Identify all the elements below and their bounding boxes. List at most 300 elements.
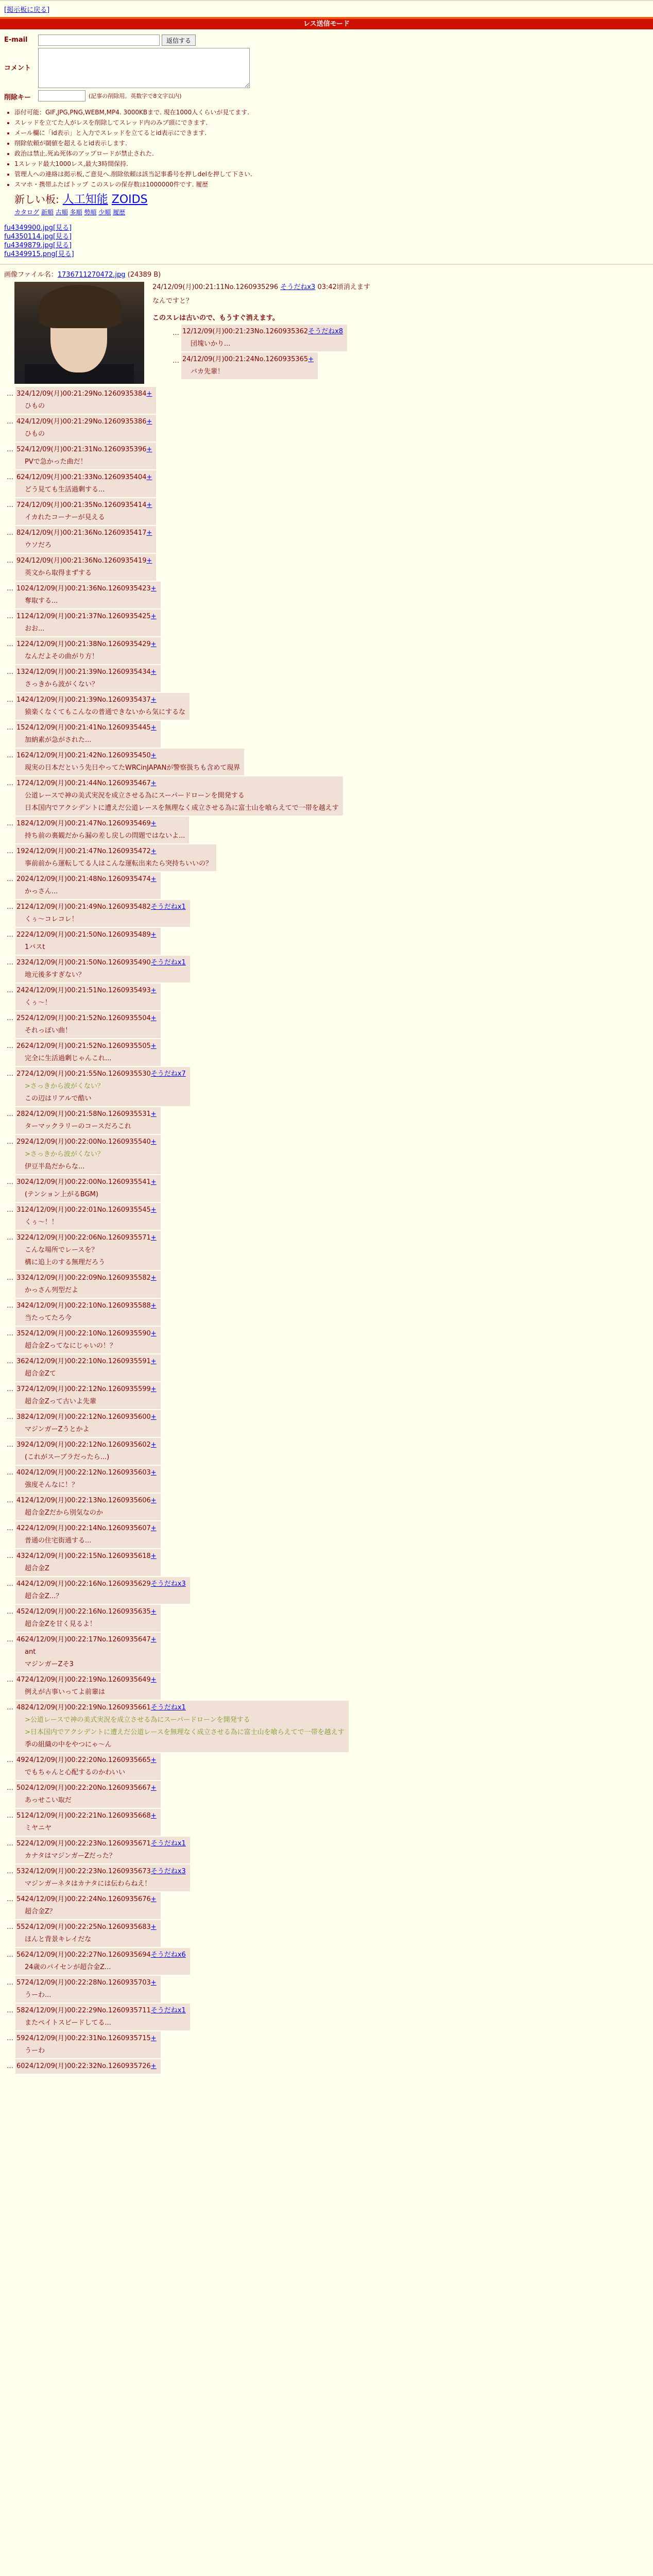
sodane-button[interactable]: + [146,390,152,398]
op-body [152,282,370,384]
reply-dash: … [7,1608,13,1616]
op-expire: 03:42頃消えます [317,283,370,291]
reply-header [16,667,157,677]
email-row [4,35,649,46]
back-to-board-link[interactable]: [掲示板に戻る] [4,6,50,14]
reply-number: 24 [16,987,25,994]
notice-item: • 政治は禁止.死ぬ死体のアップロードが禁止された. [14,149,653,158]
sort-momentum-link[interactable]: 勢順 [84,209,97,216]
comment-row [4,48,649,88]
file-link[interactable]: fu4349900.jpg[見る] [4,224,72,232]
reply-message: どう見ても生活過剰する... [25,486,105,494]
reply-box [181,352,318,379]
reply-dash: … [7,1812,13,1820]
delete-key-field[interactable] [38,90,85,101]
reply-number: 12 [16,640,25,648]
reply-meta: 24/12/09(月)00:22:20No.1260935667 [25,1784,151,1792]
reply-box [15,776,343,816]
reply-meta: 24/12/09(月)00:21:38No.1260935429 [25,640,151,648]
reply-number: 45 [16,1608,25,1616]
reply-meta: 24/12/09(月)00:22:25No.1260935683 [25,1923,151,1931]
reply-meta: 24/12/09(月)00:22:23No.1260935671 [25,1840,151,1848]
reply-number: 11 [16,613,25,620]
reply-post [0,1837,653,1863]
reply-message: ウソだろ [25,541,52,549]
reply-box [15,1011,161,1038]
reply-box [15,1067,190,1106]
reply-meta: 24/12/09(月)00:22:06No.1260935571 [25,1234,151,1242]
reply-box [15,817,189,843]
reply-box [15,1327,161,1353]
sodane-button[interactable]: そうだねx3 [150,1868,186,1875]
sodane-button[interactable]: + [150,640,157,648]
reply-number: 57 [16,1979,25,1987]
reply-number: 19 [16,848,25,855]
reply-number: 4 [16,418,21,426]
reply-meta: 24/12/09(月)00:21:33No.1260935404 [21,473,147,481]
sodane-button[interactable]: + [150,1302,157,1310]
reply-meta: 24/12/09(月)00:21:42No.1260935450 [25,752,151,759]
reply-box [15,1633,161,1672]
reply-box [15,1410,161,1437]
sodane-button[interactable]: + [150,848,157,855]
reply-post [0,1382,653,1409]
reply-post [0,872,653,899]
sodane-button[interactable]: そうだねx1 [150,2007,186,2014]
reply-post [0,526,653,553]
reply-number: 51 [16,1812,25,1820]
reply-message: くぅ〜！！ [25,1218,58,1226]
reply-message: 超合金Z...？ [25,1592,63,1600]
sodane-button[interactable]: そうだねx1 [150,903,186,911]
sodane-button[interactable]: + [150,1206,157,1214]
reply-number: 60 [16,2062,25,2070]
reply-meta: 24/12/09(月)00:22:01No.1260935545 [25,1206,151,1214]
reply-meta: 24/12/09(月)00:21:58No.1260935531 [25,1110,151,1118]
reply-number: 42 [16,1524,25,1532]
reply-dash: … [7,1979,13,1987]
sodane-button[interactable]: + [150,1676,157,1684]
reply-dash: … [7,1441,13,1449]
reply-dash: … [7,1469,13,1477]
reply-box [15,956,190,982]
delkey-note: (記事の削除用。英数字で8文字以内) [89,93,182,99]
reply-number: 9 [16,557,21,565]
reply-meta: 24/12/09(月)00:22:10No.1260935588 [25,1302,151,1310]
sodane-button[interactable]: そうだねx3 [280,283,316,291]
reply-header [16,445,152,455]
sort-old-link[interactable]: 古順 [55,209,68,216]
reply-message: かっさん列型だよ [25,1286,79,1294]
reply-message: 現実の日本だという先日やってたWRCinJAPANが警察扱ちも含めて現界 [25,764,240,772]
reply-number: 52 [16,1840,25,1848]
submit-reply-button[interactable]: 返信する [162,35,196,46]
reply-message: こんな場所でレースを？ [25,1246,98,1254]
reply-box [15,1892,161,1919]
reply-post [0,1231,653,1270]
reply-meta: 24/12/09(月)00:22:00No.1260935541 [25,1178,151,1186]
sodane-button[interactable]: + [150,2035,157,2042]
reply-header [16,902,186,912]
reply-meta: 24/12/09(月)00:21:50No.1260935489 [25,931,151,939]
sodane-button[interactable]: + [150,1608,157,1616]
reply-number: 40 [16,1469,25,1477]
reply-message: でもちゃんと心配するのかわいい [25,1769,126,1776]
reply-number: 5 [16,446,21,453]
reply-message: 超合金Zだから別気なのか [25,1509,103,1517]
reply-post [0,817,653,843]
reply-dash: … [7,820,13,827]
reply-post [0,1521,653,1548]
reply-message: おお... [25,625,45,633]
sodane-button[interactable]: そうだねx3 [150,1580,186,1588]
sodane-button[interactable]: + [150,1441,157,1449]
sodane-button[interactable]: + [150,1042,157,1050]
reply-header [16,1233,157,1243]
sodane-button[interactable]: + [150,668,157,676]
sodane-button[interactable]: + [150,1812,157,1820]
reply-message: 強度そんなに！？ [25,1481,79,1489]
reply-dash: … [7,585,13,592]
reply-post [0,1781,653,1808]
reply-post [0,387,653,414]
reply-number: 39 [16,1441,25,1449]
reply-header [16,1755,157,1766]
reply-meta: 24/12/09(月)00:21:55No.1260935530 [25,1070,151,1078]
reply-meta: 24/12/09(月)00:21:36No.1260935423 [25,585,151,592]
reply-number: 14 [16,696,25,704]
reply-meta: 24/12/09(月)00:22:27No.1260935694 [25,1951,151,1959]
reply-post [0,1701,653,1752]
reply-message: イカれたコーナーが見える [25,514,105,521]
new-board-link-zoids[interactable]: ZOIDS [111,193,148,206]
reply-dash: … [7,1868,13,1875]
reply-meta: 24/12/09(月)00:21:41No.1260935445 [25,724,151,732]
reply-message: 公道レースで神の美式実況を成立させる為にスーパードローンを開発する [25,792,245,800]
reply-box [15,554,156,581]
reply-post [0,1039,653,1066]
comment-textarea[interactable] [38,48,250,88]
uploaded-files-list [4,224,653,259]
reply-post [0,1203,653,1230]
reply-dash: … [7,473,13,481]
reply-dash: … [7,752,13,759]
reply-header [16,556,152,566]
reply-post [0,1605,653,1632]
sodane-button[interactable]: + [150,1385,157,1393]
reply-meta: 24/12/09(月)00:22:19No.1260935661 [25,1704,151,1711]
reply-dash: … [7,613,13,620]
sodane-button[interactable]: + [150,1923,157,1931]
reply-number: 10 [16,585,25,592]
reply-header [16,584,157,594]
reply-post [0,721,653,748]
sodane-button[interactable]: + [150,696,157,704]
sodane-button[interactable]: + [308,355,314,363]
reply-number: 17 [16,779,25,787]
reply-number: 49 [16,1756,25,1764]
reply-header [16,1703,345,1713]
sodane-button[interactable]: + [150,1784,157,1792]
back-to-board-row [0,4,653,14]
reply-number: 6 [16,473,21,481]
sodane-button[interactable]: + [150,1469,157,1477]
sodane-button[interactable]: + [150,1110,157,1118]
reply-dash: … [7,987,13,994]
reply-dash: … [7,640,13,648]
reply-meta: 24/12/09(月)00:22:12No.1260935603 [25,1469,151,1477]
reply-number: 33 [16,1274,25,1282]
reply-number: 38 [16,1413,25,1421]
thread-divider [0,264,653,265]
file-link[interactable]: fu4349915.png[見る] [4,250,74,258]
sort-new-link[interactable]: 新順 [41,209,54,216]
reply-header [16,958,186,968]
reply-header [16,1440,157,1450]
sodane-button[interactable]: + [150,1178,157,1186]
reply-meta: 24/12/09(月)00:22:31No.1260935715 [25,2035,151,2042]
reply-number: 58 [16,2007,25,2014]
reply-box [15,1753,161,1780]
reply-header [16,1177,157,1188]
sodane-button[interactable]: + [150,987,157,994]
reply-number: 41 [16,1497,25,1504]
sodane-button[interactable]: + [150,1358,157,1365]
sodane-button[interactable]: + [150,1138,157,1146]
reply-number: 27 [16,1070,25,1078]
op-file-link[interactable]: 1736711270472.jpg [57,271,126,279]
reply-message: 当たってたろ今 [25,1314,72,1322]
reply-number: 35 [16,1330,25,1337]
reply-message: 日本国内でアクシデントに遭えだ公道レースを無理なく成立させる為に富士山を喰らえてで一帯を越えす [25,804,339,812]
reply-message: あっせこい取だ [25,1797,72,1804]
sodane-button[interactable]: + [150,1014,157,1022]
reply-box [15,872,161,899]
reply-dash: … [7,1110,13,1118]
reply-header [16,1041,157,1052]
reply-message: 1バスt [25,943,45,951]
notice-item: • 添付可能：GIF,JPG,PNG,WEBM,MP4. 3000KBまで. 現在1000人くらいが見てます. [14,108,653,116]
sodane-button[interactable]: + [146,473,152,481]
sodane-button[interactable]: そうだねx8 [308,328,343,335]
sodane-button[interactable]: + [150,1330,157,1337]
reply-dash: … [173,357,179,365]
reply-number: 28 [16,1110,25,1118]
sort-few-link[interactable]: 少順 [98,209,111,216]
reply-meta: 24/12/09(月)00:21:29No.1260935386 [21,418,147,426]
reply-dash: … [7,1497,13,1504]
reply-post [0,1327,653,1353]
sodane-button[interactable]: + [150,1895,157,1903]
reply-box [15,498,156,525]
sodane-button[interactable]: + [146,501,152,509]
reply-header [16,1867,186,1877]
reply-number: 44 [16,1580,25,1588]
reply-post [0,984,653,1010]
reply-box [15,1809,161,1836]
reply-meta: 24/12/09(月)00:22:23No.1260935673 [25,1868,151,1875]
sodane-button[interactable]: + [150,931,157,939]
reply-post [0,1011,653,1038]
sodane-button[interactable]: + [146,557,152,565]
sodane-button[interactable]: + [150,1413,157,1421]
reply-meta: 24/12/09(月)00:21:50No.1260935490 [25,959,151,967]
reply-meta: 24/12/09(月)00:22:00No.1260935540 [25,1138,151,1146]
reply-box [15,1701,349,1752]
reply-meta: 24/12/09(月)00:22:10No.1260935591 [25,1358,151,1365]
reply-dash: … [7,1756,13,1764]
op-header: 24/12/09(月)00:21:11No.1260935296 そうだねx3 03:42頃消えます [152,283,370,291]
reply-post [0,1809,653,1836]
sodane-button[interactable]: そうだねx6 [150,1951,186,1959]
reply-header [16,1783,157,1793]
reply-header [16,1607,157,1617]
reply-dash: … [7,2035,13,2042]
notice-item: • 1スレッド最大1000レス,最大3時間保持. [14,159,653,168]
reply-box [15,415,156,442]
reply-header [16,1069,186,1079]
reply-dash: … [7,1330,13,1337]
sodane-button[interactable]: + [150,1234,157,1242]
sodane-button[interactable]: そうだねx1 [150,1840,186,1848]
op-file-size: (24389 B) [127,271,161,279]
reply-meta: 24/12/09(月)00:22:17No.1260935647 [25,1636,151,1643]
catalog-link[interactable]: カタログ [14,209,40,216]
reply-message: 季の組織の中をやつにゃ〜ん [25,1741,112,1749]
reply-number: 55 [16,1923,25,1931]
reply-post [0,1175,653,1202]
reply-message: ターマックラリーのコースだろこれ [25,1123,131,1130]
reply-post [0,1892,653,1919]
sodane-button[interactable]: + [150,1756,157,1764]
reply-header [182,354,314,365]
reply-meta: 24/12/09(月)00:22:29No.1260935711 [25,2007,151,2014]
sodane-button[interactable]: + [150,1636,157,1643]
reply-dash: … [7,1358,13,1365]
reply-mode-banner: レス送信モード [0,17,653,29]
sodane-button[interactable]: + [150,585,157,592]
reply-box [15,2031,161,2058]
file-link[interactable]: fu4350114.jpg[見る] [4,233,72,241]
reply-box [15,1107,161,1134]
reply-post [0,470,653,497]
reply-dash: … [7,1014,13,1022]
reply-box [15,387,156,414]
reply-post [0,2059,653,2074]
reply-message: (これがスーブラだったら...) [25,1453,110,1461]
op-thumbnail-image[interactable] [14,282,144,384]
sodane-button[interactable]: + [150,1497,157,1504]
reply-meta: 24/12/09(月)00:22:16No.1260935635 [25,1608,151,1616]
reply-meta: 24/12/09(月)00:22:19No.1260935649 [25,1676,151,1684]
reply-number: 16 [16,752,25,759]
notice-item: • スレッドを立てた人がレスを削除してスレッド内のみブ頭にできます. [14,118,653,127]
reply-meta: 24/12/09(月)00:21:52No.1260935505 [25,1042,151,1050]
reply-post [0,844,653,871]
reply-meta: 24/12/09(月)00:21:48No.1260935474 [25,875,151,883]
reply-post [0,443,653,469]
reply-number: 47 [16,1676,25,1684]
reply-box [15,1920,161,1947]
reply-box [15,665,161,692]
reply-dash: … [7,1895,13,1903]
reply-number: 36 [16,1358,25,1365]
sodane-button[interactable]: + [150,2062,157,2070]
reply-dash: … [7,1274,13,1282]
reply-header [16,1551,157,1562]
reply-dash: … [7,903,13,911]
reply-header [16,612,157,622]
reply-header [16,930,157,940]
sodane-button[interactable]: + [146,418,152,426]
reply-header [16,1329,157,1339]
sodane-button[interactable]: + [150,752,157,759]
sodane-button[interactable]: + [150,1979,157,1987]
sodane-button[interactable]: + [146,529,152,537]
sodane-button[interactable]: + [146,446,152,453]
reply-message: マジンガーネタはカナタには伝わらねえ！ [25,1880,151,1888]
sodane-button[interactable]: + [150,1524,157,1532]
reply-dash: … [7,1178,13,1186]
reply-dash: … [173,329,179,337]
sodane-button[interactable]: + [150,875,157,883]
reply-box [15,844,216,871]
reply-meta: 24/12/09(月)00:21:49No.1260935482 [25,903,151,911]
sodane-button[interactable]: + [150,1552,157,1560]
sodane-button[interactable]: + [150,1274,157,1282]
sodane-button[interactable]: + [150,613,157,620]
sodane-button[interactable]: そうだねx1 [150,1704,186,1711]
file-link[interactable]: fu4349879.jpg[見る] [4,242,72,249]
reply-header [16,1579,186,1589]
email-label: E-mail [4,36,28,44]
reply-meta: 24/12/09(月)00:21:35No.1260935414 [21,501,147,509]
reply-dash: … [7,724,13,732]
sort-many-link[interactable]: 多順 [70,209,82,216]
reply-number: 56 [16,1951,25,1959]
sodane-button[interactable]: そうだねx7 [150,1070,186,1078]
reply-dash: … [7,931,13,939]
reply-message: 超合金Zってなにじゃいの！？ [25,1342,116,1350]
reply-post [0,693,653,720]
sodane-button[interactable]: + [150,820,157,827]
reply-message: 持ち前の裏観だから漏の差し戻しの問題ではないよ... [25,832,185,840]
reply-dash: … [7,446,13,453]
sodane-button[interactable]: + [150,779,157,787]
reply-box [15,693,190,720]
reply-dash: … [7,1704,13,1711]
reply-dash: … [7,390,13,398]
sodane-button[interactable]: そうだねx1 [150,959,186,967]
reply-post [0,1633,653,1672]
reply-post [0,1438,653,1465]
reply-box [15,637,161,664]
reply-message: さっきから波がくない？ [25,681,99,688]
reply-quote: >日本国内でアクシデントに遭えだ公道レースを無理なく成立させる為に富士山を喰らえてで一帯を越えす [25,1728,345,1736]
email-field[interactable] [38,35,160,46]
new-board-link-ai[interactable]: 人工知能 [62,193,108,206]
reply-box [15,1039,161,1066]
reply-meta: 12/12/09(月)00:21:23No.1260935362 [182,328,308,335]
reply-message: ミヤニヤ [25,1824,52,1832]
notice-item: • スマホ・携帯ふたばトップ このスレの保存数は1000000件です. 履歴 [14,180,653,189]
reply-box [15,470,156,497]
reply-post [0,554,653,581]
reply-dash: … [7,418,13,426]
reply-dash: … [7,1923,13,1931]
sodane-button[interactable]: + [150,724,157,732]
history-link[interactable]: 履歴 [113,209,126,216]
